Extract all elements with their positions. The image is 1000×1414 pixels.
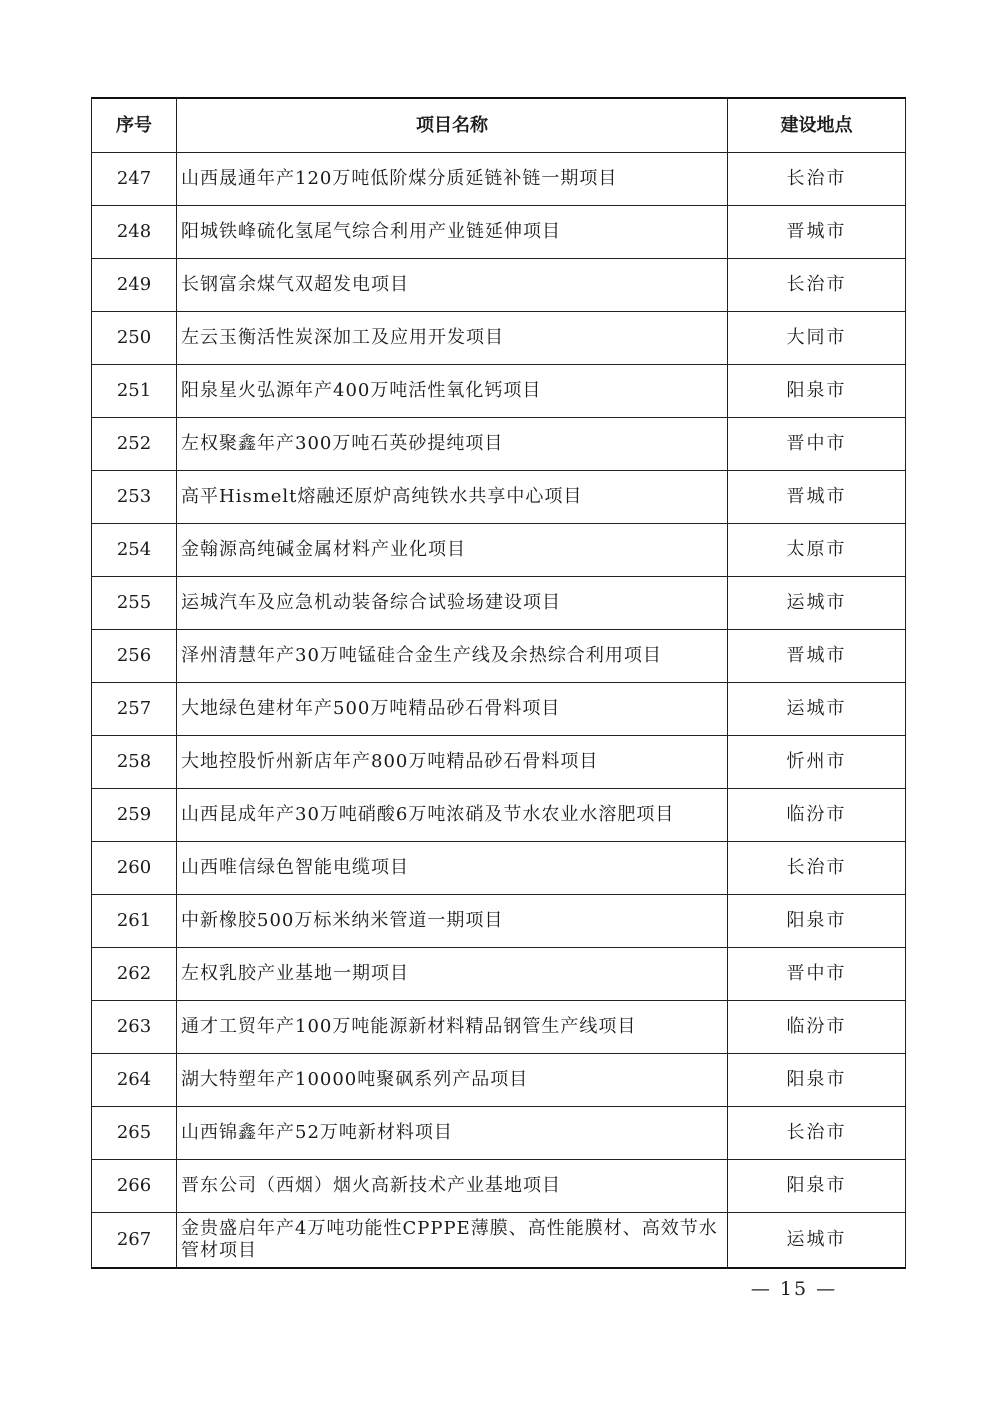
table-row — [92, 948, 906, 1001]
row-location: 长治市 — [728, 1107, 906, 1160]
header-number: 序号 — [92, 98, 177, 153]
row-number: 255 — [92, 577, 177, 630]
table-row — [92, 1107, 906, 1160]
table-header-row — [92, 98, 906, 153]
row-location: 太原市 — [728, 524, 906, 577]
row-location: 晋城市 — [728, 471, 906, 524]
row-number: 251 — [92, 365, 177, 418]
table-row — [92, 471, 906, 524]
row-location: 阳泉市 — [728, 1160, 906, 1213]
row-project-name: 泽州清慧年产30万吨锰硅合金生产线及余热综合利用项目 — [177, 630, 728, 683]
row-project-name: 中新橡胶500万标米纳米管道一期项目 — [177, 895, 728, 948]
row-number: 258 — [92, 736, 177, 789]
project-table — [91, 97, 906, 1269]
row-location: 临汾市 — [728, 1001, 906, 1054]
table-row — [92, 895, 906, 948]
row-project-name: 山西昆成年产30万吨硝酸6万吨浓硝及节水农业水溶肥项目 — [177, 789, 728, 842]
row-number: 267 — [92, 1213, 177, 1269]
row-project-name: 大地绿色建材年产500万吨精品砂石骨料项目 — [177, 683, 728, 736]
row-location: 晋中市 — [728, 948, 906, 1001]
row-project-name: 运城汽车及应急机动装备综合试验场建设项目 — [177, 577, 728, 630]
project-table-container — [91, 97, 905, 1269]
table-row — [92, 418, 906, 471]
table-row — [92, 312, 906, 365]
row-number: 264 — [92, 1054, 177, 1107]
row-project-name: 山西晟通年产120万吨低阶煤分质延链补链一期项目 — [177, 153, 728, 206]
row-project-name: 金翰源高纯碱金属材料产业化项目 — [177, 524, 728, 577]
row-location: 长治市 — [728, 842, 906, 895]
row-number: 259 — [92, 789, 177, 842]
row-number: 247 — [92, 153, 177, 206]
row-project-name: 大地控股忻州新店年产800万吨精品砂石骨料项目 — [177, 736, 728, 789]
table-row — [92, 1054, 906, 1107]
row-project-name: 左云玉衡活性炭深加工及应用开发项目 — [177, 312, 728, 365]
row-project-name: 高平Hismelt熔融还原炉高纯铁水共享中心项目 — [177, 471, 728, 524]
row-project-name: 湖大特塑年产10000吨聚砜系列产品项目 — [177, 1054, 728, 1107]
table-row — [92, 630, 906, 683]
page-number: — 15 — — [750, 1278, 838, 1300]
header-name: 项目名称 — [177, 98, 728, 153]
row-location: 运城市 — [728, 577, 906, 630]
row-location: 晋城市 — [728, 630, 906, 683]
header-location: 建设地点 — [728, 98, 906, 153]
table-row — [92, 1001, 906, 1054]
row-project-name: 通才工贸年产100万吨能源新材料精品钢管生产线项目 — [177, 1001, 728, 1054]
row-number: 262 — [92, 948, 177, 1001]
row-project-name: 阳泉星火弘源年产400万吨活性氧化钙项目 — [177, 365, 728, 418]
table-row — [92, 736, 906, 789]
row-location: 临汾市 — [728, 789, 906, 842]
row-project-name: 山西锦鑫年产52万吨新材料项目 — [177, 1107, 728, 1160]
table-row — [92, 1213, 906, 1269]
row-number: 261 — [92, 895, 177, 948]
row-location: 长治市 — [728, 259, 906, 312]
table-row — [92, 789, 906, 842]
table-row — [92, 259, 906, 312]
row-project-name: 长钢富余煤气双超发电项目 — [177, 259, 728, 312]
row-project-name: 金贵盛启年产4万吨功能性CPPPE薄膜、高性能膜材、高效节水管材项目 — [177, 1213, 728, 1269]
row-number: 252 — [92, 418, 177, 471]
row-project-name: 左权乳胶产业基地一期项目 — [177, 948, 728, 1001]
row-location: 忻州市 — [728, 736, 906, 789]
table-row — [92, 206, 906, 259]
row-location: 阳泉市 — [728, 1054, 906, 1107]
table-row — [92, 1160, 906, 1213]
table-row — [92, 842, 906, 895]
row-location: 阳泉市 — [728, 365, 906, 418]
row-location: 运城市 — [728, 683, 906, 736]
table-row — [92, 365, 906, 418]
table-row — [92, 153, 906, 206]
row-location: 阳泉市 — [728, 895, 906, 948]
row-project-name: 晋东公司（西烟）烟火高新技术产业基地项目 — [177, 1160, 728, 1213]
row-number: 265 — [92, 1107, 177, 1160]
row-number: 249 — [92, 259, 177, 312]
row-number: 266 — [92, 1160, 177, 1213]
row-number: 257 — [92, 683, 177, 736]
row-location: 长治市 — [728, 153, 906, 206]
row-project-name: 左权聚鑫年产300万吨石英砂提纯项目 — [177, 418, 728, 471]
table-row — [92, 524, 906, 577]
row-number: 260 — [92, 842, 177, 895]
row-location: 晋中市 — [728, 418, 906, 471]
row-number: 253 — [92, 471, 177, 524]
table-row — [92, 683, 906, 736]
row-location: 大同市 — [728, 312, 906, 365]
table-row — [92, 577, 906, 630]
row-number: 250 — [92, 312, 177, 365]
row-number: 248 — [92, 206, 177, 259]
row-project-name: 阳城铁峰硫化氢尾气综合利用产业链延伸项目 — [177, 206, 728, 259]
row-number: 256 — [92, 630, 177, 683]
row-location: 运城市 — [728, 1213, 906, 1269]
row-number: 263 — [92, 1001, 177, 1054]
row-number: 254 — [92, 524, 177, 577]
row-location: 晋城市 — [728, 206, 906, 259]
row-project-name: 山西唯信绿色智能电缆项目 — [177, 842, 728, 895]
